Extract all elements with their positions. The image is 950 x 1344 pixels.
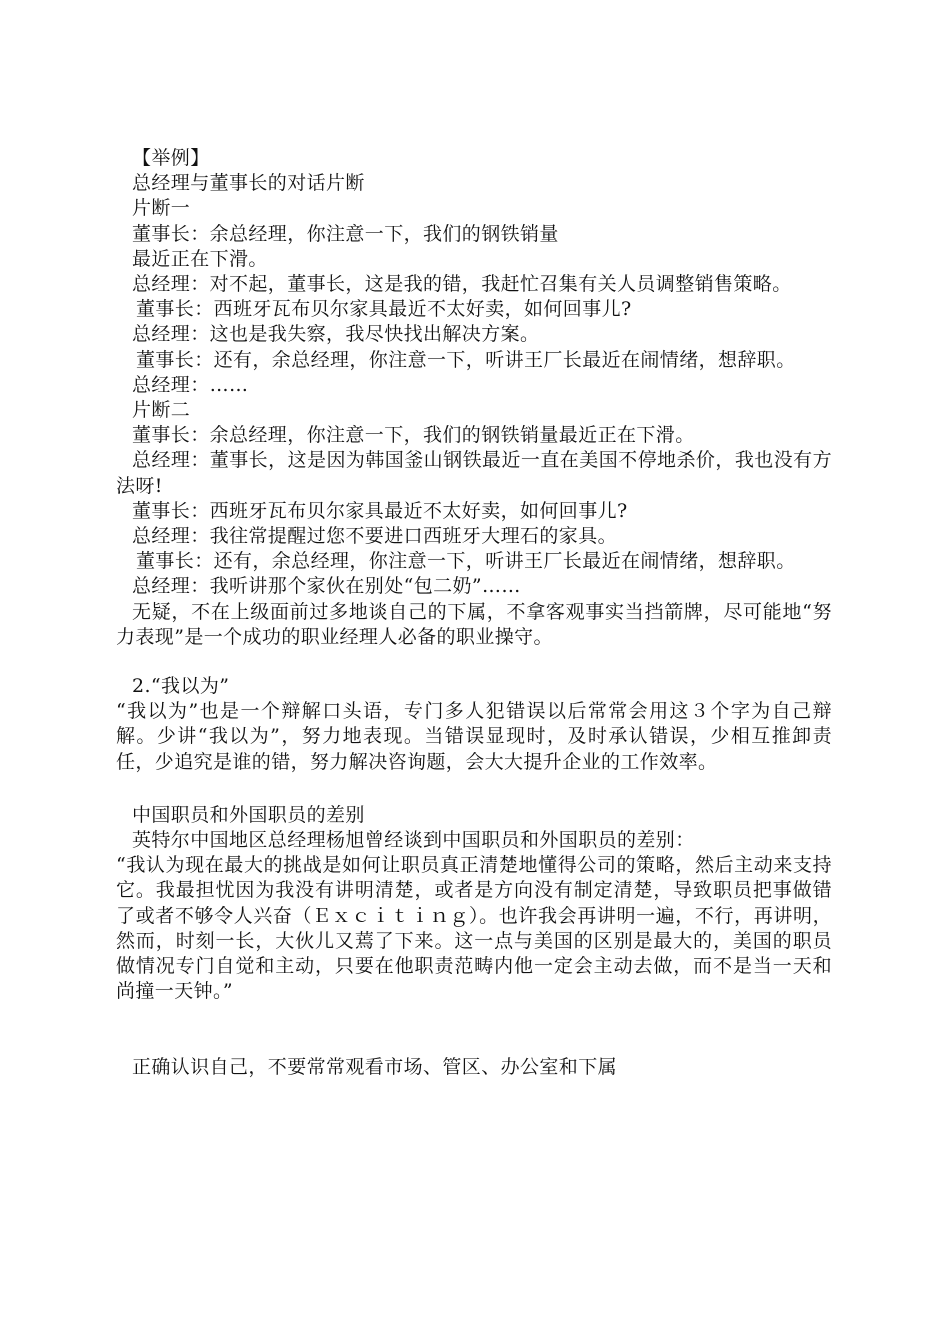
section-2-heading: 2.“我以为” [132,675,230,698]
dialogue-line: 总经理：我往常提醒过您不要进口西班牙大理石的家具。 [132,525,618,548]
document-body [116,146,832,1080]
section-2-body: “我以为”也是一个辩解口头语，专门多人犯错误以后常常会用这３个字为自己辩解。少讲“我以为”，努力地表现。当错误显现时，及时承认错误，少相互推卸责任，少追究是谁的错，努力解决咨询题，会大大提升企业的工作效率。 [116,700,832,773]
summary-paragraph: 无疑，不在上级面前过多地谈自己的下属，不拿客观事实当挡箭牌，尽可能地“努力表现”是一个成功的职业经理人必备的职业操守。 [116,600,832,648]
dialogue-line: 总经理：对不起，董事长，这是我的错，我赶忙召集有关人员调整销售策略。 [132,273,792,296]
dialogue-line: 总经理：这也是我失察，我尽快找出解决方案。 [132,323,540,346]
section-4-heading: 正确认识自己，不要常常观看市场、管区、办公室和下属 [132,1055,618,1078]
dialogue-line: 总经理：…… [132,373,249,396]
dialogue-line: 董事长：还有，余总经理，你注意一下，听讲王厂长最近在闹情绪，想辞职。 [136,550,796,573]
section-3-heading: 中国职员和外国职员的差别 [132,803,365,826]
segment-two-title: 片断二 [132,399,191,422]
dialogue-line: 董事长：还有，余总经理，你注意一下，听讲王厂长最近在闹情绪，想辞职。 [136,348,796,371]
dialogue-line: 最近正在下滑。 [132,247,268,270]
dialogue-line: 总经理：我听讲那个家伙在别处“包二奶”…… [132,575,521,598]
segment-one-title: 片断一 [132,197,191,220]
dialogue-title: 总经理与董事长的对话片断 [132,172,365,195]
dialogue-line: 董事长：西班牙瓦布贝尔家具最近不太好卖，如何回事儿? [132,499,628,522]
dialogue-line: 总经理：董事长，这是因为韩国釜山钢铁最近一直在美国不停地杀价，我也没有方法呀! [116,449,832,497]
example-heading: 【举例】 [132,147,210,169]
dialogue-line: 董事长：西班牙瓦布贝尔家具最近不太好卖，如何回事儿? [136,298,632,321]
dialogue-line: 董事长：余总经理，你注意一下，我们的钢铁销量 [132,222,559,245]
dialogue-line: 董事长：余总经理，你注意一下，我们的钢铁销量最近正在下滑。 [132,424,695,447]
section-3-intro: 英特尔中国地区总经理杨旭曾经谈到中国职员和外国职员的差别： [132,829,695,852]
section-3-quote: “我认为现在最大的挑战是如何让职员真正清楚地懂得公司的策略，然后主动来支持它。我最担忧因为我没有讲明清楚，或者是方向没有制定清楚，导致职员把事做错了或者不够令人兴奋（Ｅｘｃｉｔｉｎｇ）。也许我会再讲明一遍，不行，再讲明，然而，时刻一长，大伙儿又蔫了下来。这一点与美国的区别是最大的，美国的职员做情况专门自觉和主动，只要在他职责范畴内他一定会主动去做，而不是当一天和尚撞一天钟。” [116,854,832,1003]
